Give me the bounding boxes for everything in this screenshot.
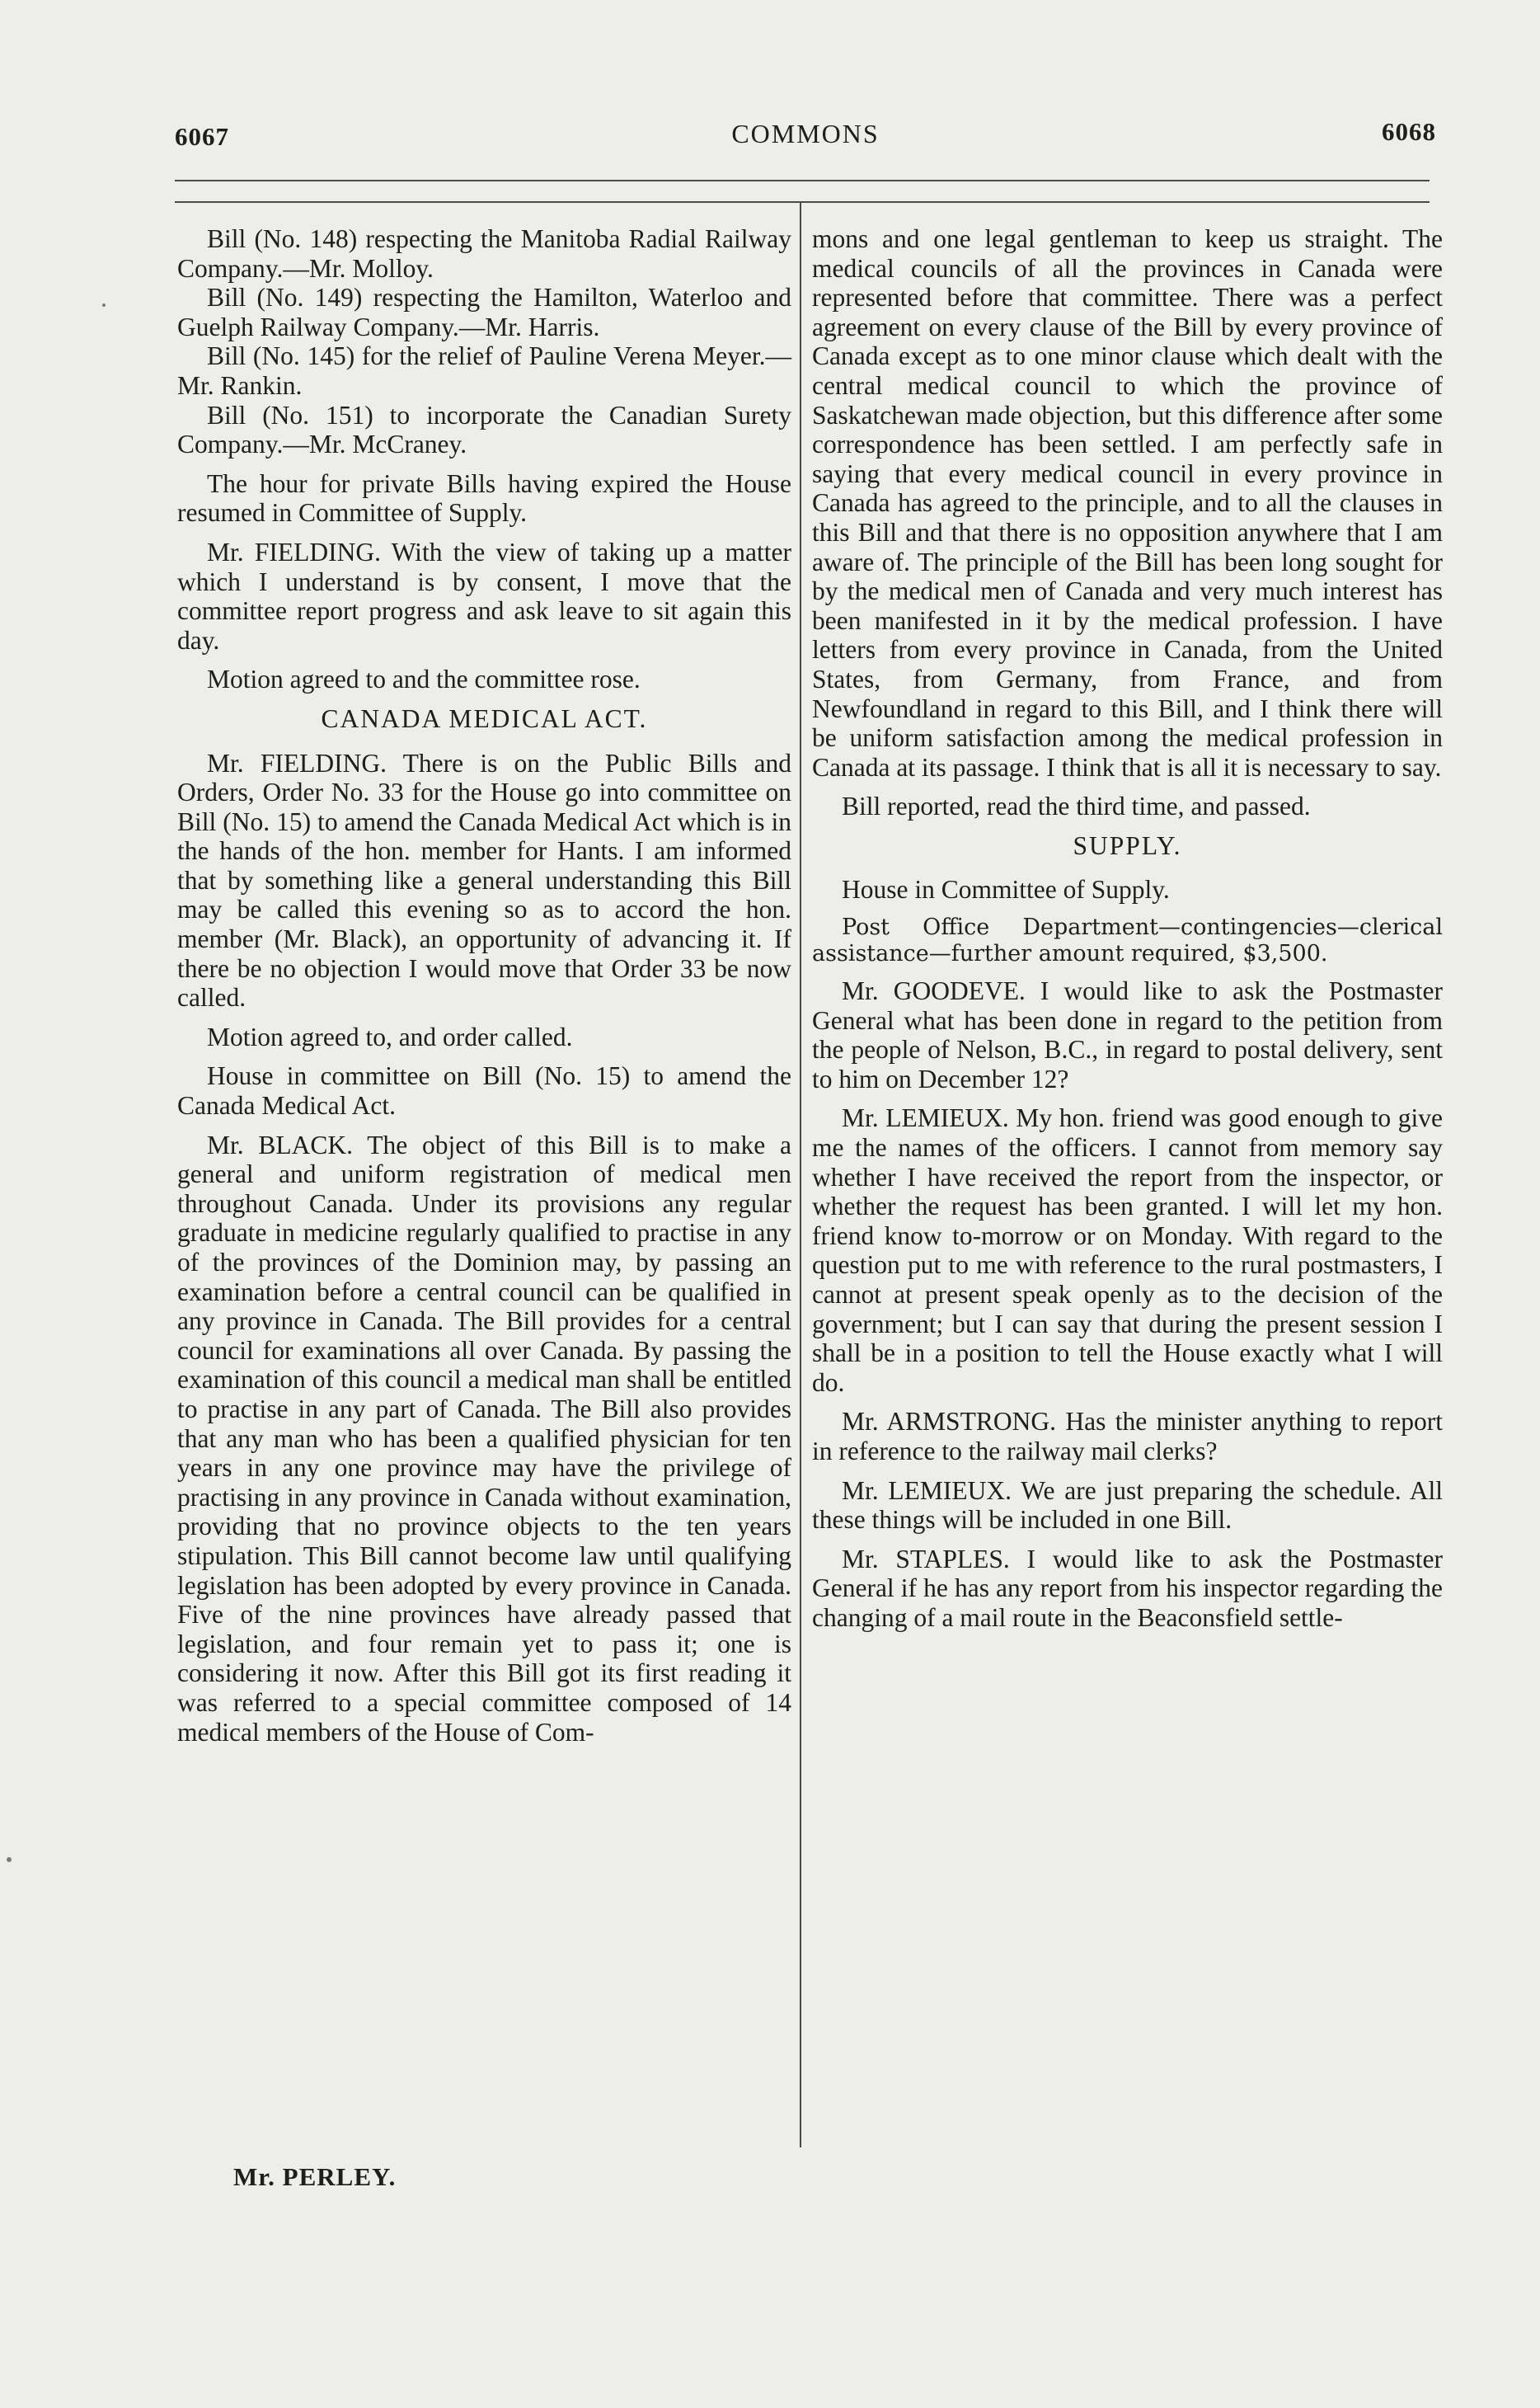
page-number-left: 6067	[175, 122, 229, 151]
page-header	[175, 114, 1436, 155]
lemieux-answer-2: Mr. LEMIEUX. We are just preparing the schedule. All these things will be included in one Bill.	[812, 1475, 1443, 1535]
margin-speck	[7, 1857, 12, 1862]
bill-145-entry: Bill (No. 145) for the relief of Pauline Verena Meyer.—Mr. Rankin.	[177, 341, 791, 400]
motion-agreed-paragraph: Motion agreed to and the committee rose.	[207, 665, 641, 694]
column-divider	[800, 201, 801, 2147]
armstrong-question: Mr. ARMSTRONG. Has the minister anything to report in reference to the railway mail clerks?	[812, 1407, 1443, 1465]
section-heading-canada-medical-act: CANADA MEDICAL ACT.	[321, 703, 648, 733]
post-office-item: Post Office Department—contingencies—clerical assistance—further amount required, $3,500.	[812, 915, 1443, 966]
goodeve-question: Mr. GOODEVE. I would like to ask the Postmaster General what has been done in regard to the petition from the people of Nelson, B.C., in regard to postal delivery, sent to him on December 12?	[812, 976, 1443, 1093]
left-column	[177, 224, 791, 1757]
black-speech-paragraph: Mr. BLACK. The object of this Bill is to make a general and uniform registration of medical men throughout Canada. Under its provisions any regular graduate in medicine regularly qualified to practise in any of the provinces of the Dominion may, by passing an examination before a central council can be qualified in any province in Canada. The Bill provides for a central council for examinations all over Canada. By passing the examination of this council a medical man shall be entitled to practise in any part of Canada. The Bill also provides that any man who has been a qualified physician for ten years in any one province may have the privilege of practising in any province in Canada without examination, providing that no province objects to the ten years stipulation. This Bill cannot become law until qualifying legislation has been adopted by every province in Canada. Five of the nine provinces have already passed that legislation, and four remain yet to pass it; one is considering it now. After this Bill got its first reading it was referred to a special committee composed of 14 medical members of the House of Com-	[177, 1130, 791, 1747]
section-heading-supply: SUPPLY.	[1073, 830, 1182, 860]
page-footer-speaker: Mr. PERLEY.	[233, 2162, 397, 2191]
lemieux-answer-1: Mr. LEMIEUX. My hon. friend was good enough to give me the names of the officers. I cannot from memory say whether I have received the report from the inspector, or whether the request has been granted. I will let my hon. friend know to-morrow or on Monday. With regard to the question put to me with reference to the rural postmasters, I cannot at present speak openly as to the decision of the government; but I can say that during the present session I shall be in a position to tell the House exactly what I will do.	[812, 1103, 1443, 1397]
page-number-right: 6068	[1382, 117, 1436, 146]
margin-speck	[102, 303, 106, 307]
committee-bill-15-paragraph: House in committee on Bill (No. 15) to amend the Canada Medical Act.	[177, 1061, 791, 1121]
bill-151-entry: Bill (No. 151) to incorporate the Canadian Surety Company.—Mr. McCraney.	[177, 400, 791, 459]
right-column	[812, 224, 1443, 1643]
black-speech-continued: mons and one legal gentleman to keep us straight. The medical councils of all the provinces in Canada were represented before that committee. There was a perfect agreement on every clause of the Bill by every province of Canada except as to one minor clause which dealt with the central medical council to which the province of Saskatchewan made objection, but this difference after some correspondence has been settled. I am perfectly safe in saying that every medical council in every province in Canada has agreed to the principle, and to all the clauses in this Bill and that there is no opposition anywhere that I am aware of. The principle of the Bill has been long sought for by the medical men of Canada and very much interest has been manifested in it by the medical profession. I have letters from every province in Canada, from the United States, from Germany, from France, and from Newfoundland in regard to this Bill, and I think there will be uniform satisfaction among the medical profession in Canada at its passage. I think that is all it is necessary to say.	[812, 224, 1443, 782]
bill-reported-paragraph: Bill reported, read the third time, and passed.	[842, 792, 1311, 821]
bill-148-entry: Bill (No. 148) respecting the Manitoba Radial Railway Company.—Mr. Molloy.	[177, 224, 791, 283]
order-called-paragraph: Motion agreed to, and order called.	[207, 1022, 573, 1051]
fielding-motion-paragraph: Mr. FIELDING. With the view of taking up a matter which I understand is by consent, I move that the committee report progress and ask leave to sit again this day.	[177, 537, 791, 655]
committee-of-supply-paragraph: House in Committee of Supply.	[842, 875, 1170, 905]
fielding-order-paragraph: Mr. FIELDING. There is on the Public Bills and Orders, Order No. 33 for the House go into committee on Bill (No. 15) to amend the Canada Medical Act which is in the hands of the hon. member for Hants. I am informed that by something like a general understanding this Bill may be called this evening so as to accord the hon. member (Mr. Black), an opportunity of advancing it. If there be no objection I would move that Order 33 be now called.	[177, 748, 791, 1013]
header-rule-top	[175, 180, 1430, 181]
bill-149-entry: Bill (No. 149) respecting the Hamilton, Waterloo and Guelph Railway Company.—Mr. Harris.	[177, 283, 791, 341]
private-bills-paragraph: The hour for private Bills having expired the House resumed in Committee of Supply.	[177, 468, 791, 528]
staples-question: Mr. STAPLES. I would like to ask the Postmaster General if he has any report from his inspector regarding the changing of a mail route in the Beaconsfield settle-	[812, 1544, 1443, 1632]
header-rule-bottom	[175, 201, 1430, 203]
running-title: COMMONS	[731, 119, 880, 148]
